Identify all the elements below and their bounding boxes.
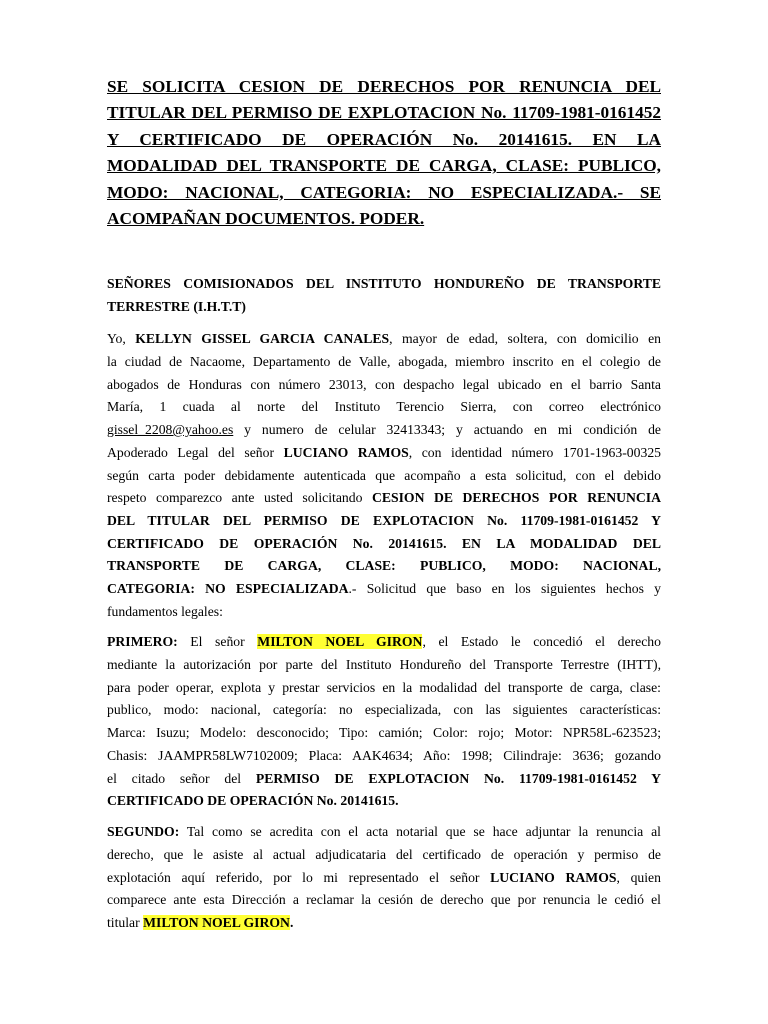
document-title: SE SOLICITA CESION DE DERECHOS POR RENUNCIA DEL TITULAR DEL PERMISO DE EXPLOTACION No. 11709-1981-0161452 Y CERTIFICADO DE OPERACIÓN No. 20141615. EN LA MODALIDAD DEL TRANSPORTE DE CARGA, CLASE: PUBLICO, MODO: NACIONAL, CATEGORIA: NO ESPECIALIZADA.- SE ACOMPAÑAN DOCUMENTOS. PODER. xyxy=(107,77,661,229)
addressee-line-2: TERRESTRE (I.H.T.T) xyxy=(107,299,246,314)
intro-line: TRANSPORTE DE CARGA, CLASE: PUBLICO, MODO: NACIONAL, xyxy=(107,558,661,573)
email-link[interactable]: gissel_2208@yahoo.es xyxy=(107,422,234,437)
segundo-line: explotación aquí referido, por lo mi representado el señor LUCIANO RAMOS, quien xyxy=(107,870,661,885)
addressee-line-1: SEÑORES COMISIONADOS DEL INSTITUTO HONDUREÑO DE TRANSPORTE xyxy=(107,276,661,291)
primero-line: para poder operar, explota y prestar servicios en la modalidad del transporte de carga, clase: xyxy=(107,680,661,695)
segundo-label: SEGUNDO: xyxy=(107,824,180,839)
intro-line: CERTIFICADO DE OPERACIÓN No. 20141615. EN LA MODALIDAD DEL xyxy=(107,536,661,551)
intro-line: gissel_2208@yahoo.es y numero de celular 32413343; y actuando en mi condición de xyxy=(107,422,661,437)
intro-line: según carta poder debidamente autenticada que acompaño a esta solicitud, con el debido xyxy=(107,468,661,483)
highlighted-name: MILTON NOEL GIRON xyxy=(257,634,423,649)
intro-line: respeto comparezco ante usted solicitando CESION DE DERECHOS POR RENUNCIA xyxy=(107,490,661,505)
intro-line: CATEGORIA: NO ESPECIALIZADA.- Solicitud que baso en los siguientes hechos y xyxy=(107,581,661,596)
intro-line: fundamentos legales: xyxy=(107,604,223,619)
intro-line: María, 1 cuada al norte del Instituto Terencio Sierra, con correo electrónico xyxy=(107,399,661,414)
intro-line: DEL TITULAR DEL PERMISO DE EXPLOTACION No. 11709-1981-0161452 Y xyxy=(107,513,661,528)
segundo-line: comparece ante esta Dirección a reclamar la cesión de derecho que por renuncia le cedió el xyxy=(107,892,661,907)
primero-line: publico, modo: nacional, categoría: no especializada, con las siguientes características: xyxy=(107,702,661,717)
primero-line: mediante la autorización por parte del Instituto Hondureño del Transporte Terrestre (IHTT), xyxy=(107,657,661,672)
primero-line: CERTIFICADO DE OPERACIÓN No. 20141615. xyxy=(107,793,399,808)
intro-line: abogados de Honduras con número 23013, con despacho legal ubicado en el barrio Santa xyxy=(107,377,661,392)
applicant-name: KELLYN GISSEL GARCIA CANALES xyxy=(135,331,390,346)
primero-line: Marca: Isuzu; Modelo: desconocido; Tipo: camión; Color: rojo; Motor: NPR58L-623523; xyxy=(107,725,661,740)
primero-line: Chasis: JAAMPR58LW7102009; Placa: AAK4634; Año: 1998; Cilindraje: 3636; gozando xyxy=(107,748,661,763)
highlighted-name: MILTON NOEL GIRON xyxy=(143,915,290,930)
intro-line: Apoderado Legal del señor LUCIANO RAMOS, con identidad número 1701-1963-00325 xyxy=(107,445,662,460)
primero-line: PRIMERO: El señor MILTON NOEL GIRON, el Estado le concedió el derecho xyxy=(107,634,661,649)
segundo-line: titular MILTON NOEL GIRON. xyxy=(107,915,294,930)
intro-line: la ciudad de Nacaome, Departamento de Valle, abogada, miembro inscrito en el colegio de xyxy=(107,354,661,369)
segundo-line: SEGUNDO: Tal como se acredita con el acta notarial que se hace adjuntar la renuncia al xyxy=(107,824,661,839)
primero-label: PRIMERO: xyxy=(107,634,178,649)
intro-line: Yo, KELLYN GISSEL GARCIA CANALES, mayor de edad, soltera, con domicilio en xyxy=(107,331,661,346)
primero-line: el citado señor del PERMISO DE EXPLOTACION No. 11709-1981-0161452 Y xyxy=(107,771,661,786)
segundo-line: derecho, que le asiste al actual adjudicataria del certificado de operación y permiso de xyxy=(107,847,661,862)
